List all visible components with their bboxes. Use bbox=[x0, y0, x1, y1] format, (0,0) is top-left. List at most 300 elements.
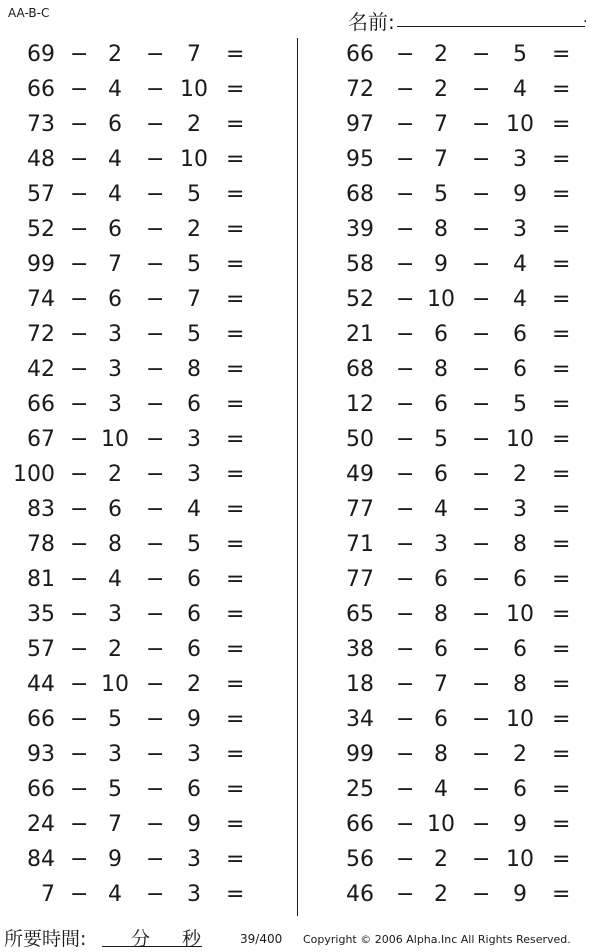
minuend: 67 bbox=[27, 427, 55, 452]
minus-sign: − bbox=[146, 217, 165, 242]
equals-sign: = bbox=[226, 602, 245, 627]
subtrahend-1: 4 bbox=[108, 882, 122, 907]
minuend: 99 bbox=[27, 252, 55, 277]
minus-sign: − bbox=[70, 147, 89, 172]
minus-sign: − bbox=[396, 497, 415, 522]
subtrahend-2: 6 bbox=[513, 322, 527, 347]
subtrahend-1: 8 bbox=[434, 602, 448, 627]
problem-row bbox=[330, 878, 600, 913]
minus-sign: − bbox=[396, 882, 415, 907]
problem-row bbox=[0, 388, 290, 423]
minuend: 77 bbox=[346, 567, 374, 592]
minuend: 72 bbox=[346, 77, 374, 102]
subtrahend-2: 7 bbox=[187, 42, 201, 67]
problem-row bbox=[330, 143, 600, 178]
minus-sign: − bbox=[396, 532, 415, 557]
subtrahend-2: 9 bbox=[513, 812, 527, 837]
equals-sign: = bbox=[226, 672, 245, 697]
name-label: 名前: bbox=[348, 10, 395, 34]
subtrahend-1: 6 bbox=[108, 287, 122, 312]
problem-row bbox=[0, 178, 290, 213]
problem-row bbox=[0, 878, 290, 913]
subtrahend-1: 8 bbox=[434, 357, 448, 382]
minus-sign: − bbox=[146, 707, 165, 732]
equals-sign: = bbox=[552, 567, 571, 592]
minuend: 24 bbox=[27, 812, 55, 837]
minus-sign: − bbox=[146, 497, 165, 522]
equals-sign: = bbox=[552, 812, 571, 837]
minuend: 42 bbox=[27, 357, 55, 382]
subtrahend-2: 10 bbox=[506, 707, 534, 732]
subtrahend-2: 3 bbox=[513, 217, 527, 242]
subtrahend-2: 6 bbox=[513, 637, 527, 662]
minus-sign: − bbox=[396, 287, 415, 312]
subtrahend-2: 4 bbox=[513, 252, 527, 277]
minuend: 97 bbox=[346, 112, 374, 137]
equals-sign: = bbox=[226, 882, 245, 907]
subtrahend-2: 3 bbox=[187, 427, 201, 452]
subtrahend-1: 3 bbox=[108, 742, 122, 767]
subtrahend-1: 6 bbox=[434, 322, 448, 347]
problem-row bbox=[0, 598, 290, 633]
minuend: 49 bbox=[346, 462, 374, 487]
minus-sign: − bbox=[70, 672, 89, 697]
subtrahend-2: 6 bbox=[187, 602, 201, 627]
minuend: 73 bbox=[27, 112, 55, 137]
subtrahend-2: 4 bbox=[513, 77, 527, 102]
minus-sign: − bbox=[70, 847, 89, 872]
problem-row bbox=[0, 143, 290, 178]
minus-sign: − bbox=[396, 742, 415, 767]
minus-sign: − bbox=[70, 322, 89, 347]
subtrahend-1: 6 bbox=[434, 637, 448, 662]
minuend: 21 bbox=[346, 322, 374, 347]
equals-sign: = bbox=[226, 532, 245, 557]
equals-sign: = bbox=[226, 637, 245, 662]
equals-sign: = bbox=[552, 497, 571, 522]
minuend: 66 bbox=[346, 812, 374, 837]
equals-sign: = bbox=[226, 567, 245, 592]
minuend: 44 bbox=[27, 672, 55, 697]
minus-sign: − bbox=[146, 392, 165, 417]
minus-sign: − bbox=[396, 637, 415, 662]
minus-sign: − bbox=[396, 252, 415, 277]
minuend: 99 bbox=[346, 742, 374, 767]
equals-sign: = bbox=[226, 742, 245, 767]
equals-sign: = bbox=[552, 777, 571, 802]
subtrahend-2: 5 bbox=[187, 252, 201, 277]
subtrahend-2: 6 bbox=[187, 567, 201, 592]
problem-row bbox=[330, 248, 600, 283]
subtrahend-2: 5 bbox=[513, 392, 527, 417]
minuend: 72 bbox=[27, 322, 55, 347]
problem-row bbox=[330, 353, 600, 388]
subtrahend-2: 9 bbox=[187, 707, 201, 732]
subtrahend-1: 7 bbox=[434, 147, 448, 172]
subtrahend-2: 4 bbox=[187, 497, 201, 522]
subtrahend-1: 6 bbox=[434, 462, 448, 487]
minus-sign: − bbox=[70, 427, 89, 452]
minus-sign: − bbox=[146, 602, 165, 627]
subtrahend-1: 7 bbox=[434, 672, 448, 697]
subtrahend-1: 4 bbox=[434, 777, 448, 802]
equals-sign: = bbox=[226, 287, 245, 312]
minus-sign: − bbox=[472, 567, 491, 592]
problem-row bbox=[0, 493, 290, 528]
minus-sign: − bbox=[472, 252, 491, 277]
equals-sign: = bbox=[226, 392, 245, 417]
problem-row bbox=[0, 808, 290, 843]
subtrahend-1: 4 bbox=[108, 567, 122, 592]
minuend: 66 bbox=[27, 392, 55, 417]
minus-sign: − bbox=[396, 77, 415, 102]
minuend: 66 bbox=[346, 42, 374, 67]
minus-sign: − bbox=[146, 812, 165, 837]
minus-sign: − bbox=[472, 532, 491, 557]
equals-sign: = bbox=[226, 217, 245, 242]
subtrahend-1: 6 bbox=[108, 497, 122, 522]
problem-row bbox=[330, 388, 600, 423]
problem-row bbox=[330, 458, 600, 493]
minus-sign: − bbox=[70, 602, 89, 627]
subtrahend-2: 10 bbox=[506, 112, 534, 137]
minus-sign: − bbox=[396, 357, 415, 382]
equals-sign: = bbox=[552, 217, 571, 242]
equals-sign: = bbox=[226, 847, 245, 872]
problem-row bbox=[0, 633, 290, 668]
problem-row bbox=[330, 738, 600, 773]
minuend: 38 bbox=[346, 637, 374, 662]
problem-row bbox=[0, 773, 290, 808]
problem-row bbox=[0, 738, 290, 773]
subtrahend-1: 6 bbox=[434, 707, 448, 732]
subtrahend-2: 8 bbox=[513, 532, 527, 557]
minus-sign: − bbox=[70, 497, 89, 522]
minuend: 74 bbox=[27, 287, 55, 312]
minus-sign: − bbox=[70, 812, 89, 837]
minus-sign: − bbox=[396, 392, 415, 417]
equals-sign: = bbox=[226, 77, 245, 102]
problem-row bbox=[330, 598, 600, 633]
minus-sign: − bbox=[70, 112, 89, 137]
equals-sign: = bbox=[226, 357, 245, 382]
equals-sign: = bbox=[226, 497, 245, 522]
subtrahend-1: 8 bbox=[108, 532, 122, 557]
subtrahend-2: 4 bbox=[513, 287, 527, 312]
minus-sign: − bbox=[472, 637, 491, 662]
problem-row bbox=[330, 528, 600, 563]
minus-sign: − bbox=[472, 427, 491, 452]
subtrahend-2: 3 bbox=[187, 462, 201, 487]
minus-sign: − bbox=[472, 707, 491, 732]
subtrahend-1: 5 bbox=[108, 707, 122, 732]
minus-sign: − bbox=[146, 637, 165, 662]
equals-sign: = bbox=[552, 427, 571, 452]
footer bbox=[0, 922, 600, 952]
subtrahend-1: 5 bbox=[108, 777, 122, 802]
subtrahend-1: 10 bbox=[427, 287, 455, 312]
problem-row bbox=[0, 283, 290, 318]
minus-sign: − bbox=[472, 812, 491, 837]
page-number: 39/400 bbox=[240, 932, 283, 946]
problem-row bbox=[0, 38, 290, 73]
minus-sign: − bbox=[396, 847, 415, 872]
subtrahend-1: 9 bbox=[108, 847, 122, 872]
minus-sign: − bbox=[396, 672, 415, 697]
minus-sign: − bbox=[146, 147, 165, 172]
problem-row bbox=[330, 703, 600, 738]
minuend: 52 bbox=[346, 287, 374, 312]
subtrahend-1: 5 bbox=[434, 182, 448, 207]
equals-sign: = bbox=[226, 42, 245, 67]
equals-sign: = bbox=[226, 182, 245, 207]
subtrahend-2: 3 bbox=[187, 882, 201, 907]
subtrahend-1: 2 bbox=[108, 42, 122, 67]
subtrahend-1: 2 bbox=[108, 637, 122, 662]
subtrahend-1: 4 bbox=[108, 147, 122, 172]
equals-sign: = bbox=[552, 182, 571, 207]
equals-sign: = bbox=[552, 357, 571, 382]
minus-sign: − bbox=[146, 532, 165, 557]
minus-sign: − bbox=[396, 812, 415, 837]
equals-sign: = bbox=[226, 707, 245, 732]
minus-sign: − bbox=[472, 112, 491, 137]
equals-sign: = bbox=[552, 532, 571, 557]
subtrahend-2: 6 bbox=[513, 777, 527, 802]
minus-sign: − bbox=[146, 357, 165, 382]
subtrahend-1: 3 bbox=[108, 392, 122, 417]
minuend: 46 bbox=[346, 882, 374, 907]
subtrahend-2: 6 bbox=[513, 357, 527, 382]
equals-sign: = bbox=[552, 147, 571, 172]
second-label: 秒 bbox=[182, 928, 202, 950]
subtrahend-2: 6 bbox=[513, 567, 527, 592]
subtrahend-1: 6 bbox=[434, 567, 448, 592]
equals-sign: = bbox=[226, 112, 245, 137]
problem-row bbox=[330, 73, 600, 108]
problem-row bbox=[330, 563, 600, 598]
minuend: 66 bbox=[27, 707, 55, 732]
problem-row bbox=[330, 38, 600, 73]
problem-row bbox=[330, 178, 600, 213]
equals-sign: = bbox=[552, 672, 571, 697]
minus-sign: − bbox=[396, 777, 415, 802]
minus-sign: − bbox=[396, 147, 415, 172]
minus-sign: − bbox=[472, 742, 491, 767]
minus-sign: − bbox=[70, 532, 89, 557]
subtrahend-1: 2 bbox=[434, 77, 448, 102]
subtrahend-1: 5 bbox=[434, 427, 448, 452]
problem-row bbox=[330, 773, 600, 808]
subtrahend-1: 7 bbox=[434, 112, 448, 137]
problem-row bbox=[330, 423, 600, 458]
subtrahend-1: 4 bbox=[108, 77, 122, 102]
subtrahend-2: 10 bbox=[506, 602, 534, 627]
minus-sign: − bbox=[70, 77, 89, 102]
subtrahend-1: 3 bbox=[108, 322, 122, 347]
minus-sign: − bbox=[146, 462, 165, 487]
minus-sign: − bbox=[472, 147, 491, 172]
subtrahend-2: 2 bbox=[187, 112, 201, 137]
problem-row bbox=[0, 318, 290, 353]
problem-row bbox=[330, 318, 600, 353]
minuend: 56 bbox=[346, 847, 374, 872]
minuend: 93 bbox=[27, 742, 55, 767]
minuend: 65 bbox=[346, 602, 374, 627]
equals-sign: = bbox=[226, 252, 245, 277]
minuend: 12 bbox=[346, 392, 374, 417]
equals-sign: = bbox=[552, 462, 571, 487]
minuend: 66 bbox=[27, 777, 55, 802]
subtrahend-1: 8 bbox=[434, 217, 448, 242]
subtrahend-1: 3 bbox=[434, 532, 448, 557]
minus-sign: − bbox=[396, 602, 415, 627]
problem-row bbox=[0, 73, 290, 108]
subtrahend-2: 7 bbox=[187, 287, 201, 312]
subtrahend-2: 5 bbox=[187, 182, 201, 207]
minus-sign: − bbox=[70, 462, 89, 487]
minuend: 68 bbox=[346, 357, 374, 382]
subtrahend-2: 10 bbox=[180, 77, 208, 102]
copyright: Copyright © 2006 Alpha.Inc All Rights Reserved. bbox=[303, 933, 571, 946]
subtrahend-1: 6 bbox=[434, 392, 448, 417]
minus-sign: − bbox=[70, 742, 89, 767]
subtrahend-1: 7 bbox=[108, 252, 122, 277]
equals-sign: = bbox=[226, 812, 245, 837]
subtrahend-1: 8 bbox=[434, 742, 448, 767]
minus-sign: − bbox=[472, 672, 491, 697]
problem-row bbox=[330, 213, 600, 248]
minus-sign: − bbox=[396, 322, 415, 347]
minus-sign: − bbox=[472, 882, 491, 907]
equals-sign: = bbox=[226, 462, 245, 487]
minus-sign: − bbox=[146, 882, 165, 907]
minus-sign: − bbox=[472, 42, 491, 67]
minus-sign: − bbox=[70, 182, 89, 207]
subtrahend-2: 9 bbox=[513, 882, 527, 907]
equals-sign: = bbox=[552, 112, 571, 137]
subtrahend-2: 6 bbox=[187, 637, 201, 662]
equals-sign: = bbox=[552, 707, 571, 732]
problem-row bbox=[0, 458, 290, 493]
minus-sign: − bbox=[70, 707, 89, 732]
minuend: 81 bbox=[27, 567, 55, 592]
minute-label: 分 bbox=[131, 928, 151, 950]
minus-sign: − bbox=[146, 847, 165, 872]
subtrahend-2: 3 bbox=[513, 147, 527, 172]
subtrahend-2: 10 bbox=[506, 427, 534, 452]
subtrahend-2: 2 bbox=[187, 672, 201, 697]
minus-sign: − bbox=[472, 847, 491, 872]
minus-sign: − bbox=[472, 497, 491, 522]
minus-sign: − bbox=[472, 182, 491, 207]
problem-row bbox=[0, 528, 290, 563]
minus-sign: − bbox=[146, 77, 165, 102]
problem-row bbox=[0, 668, 290, 703]
subtrahend-2: 2 bbox=[187, 217, 201, 242]
minus-sign: − bbox=[146, 287, 165, 312]
minus-sign: − bbox=[70, 287, 89, 312]
subtrahend-2: 10 bbox=[180, 147, 208, 172]
subtrahend-1: 2 bbox=[434, 882, 448, 907]
name-end-mark: . bbox=[583, 10, 588, 26]
minus-sign: − bbox=[70, 217, 89, 242]
minuend: 66 bbox=[27, 77, 55, 102]
minuend: 100 bbox=[13, 462, 55, 487]
minuend: 35 bbox=[27, 602, 55, 627]
minuend: 68 bbox=[346, 182, 374, 207]
minuend: 25 bbox=[346, 777, 374, 802]
minus-sign: − bbox=[396, 42, 415, 67]
minus-sign: − bbox=[396, 182, 415, 207]
problem-row bbox=[330, 668, 600, 703]
minuend: 71 bbox=[346, 532, 374, 557]
worksheet-code: AA-B-C bbox=[8, 6, 50, 20]
equals-sign: = bbox=[552, 392, 571, 417]
problem-row bbox=[330, 843, 600, 878]
subtrahend-1: 7 bbox=[108, 812, 122, 837]
minuend: 34 bbox=[346, 707, 374, 732]
subtrahend-1: 6 bbox=[108, 217, 122, 242]
equals-sign: = bbox=[226, 322, 245, 347]
subtrahend-1: 2 bbox=[108, 462, 122, 487]
subtrahend-2: 3 bbox=[513, 497, 527, 522]
minus-sign: − bbox=[70, 252, 89, 277]
subtrahend-1: 2 bbox=[434, 847, 448, 872]
equals-sign: = bbox=[552, 882, 571, 907]
equals-sign: = bbox=[552, 287, 571, 312]
problem-row bbox=[330, 108, 600, 143]
minus-sign: − bbox=[396, 217, 415, 242]
minus-sign: − bbox=[472, 462, 491, 487]
problem-column-left bbox=[0, 38, 290, 913]
equals-sign: = bbox=[552, 322, 571, 347]
equals-sign: = bbox=[552, 602, 571, 627]
subtrahend-2: 10 bbox=[506, 847, 534, 872]
subtrahend-2: 9 bbox=[187, 812, 201, 837]
minus-sign: − bbox=[146, 742, 165, 767]
minus-sign: − bbox=[146, 112, 165, 137]
minus-sign: − bbox=[396, 567, 415, 592]
minus-sign: − bbox=[70, 882, 89, 907]
equals-sign: = bbox=[226, 427, 245, 452]
minus-sign: − bbox=[396, 707, 415, 732]
problem-row bbox=[0, 843, 290, 878]
minuend: 95 bbox=[346, 147, 374, 172]
subtrahend-2: 6 bbox=[187, 392, 201, 417]
subtrahend-1: 10 bbox=[427, 812, 455, 837]
minus-sign: − bbox=[146, 672, 165, 697]
subtrahend-2: 9 bbox=[513, 182, 527, 207]
minus-sign: − bbox=[472, 777, 491, 802]
minus-sign: − bbox=[70, 567, 89, 592]
equals-sign: = bbox=[552, 252, 571, 277]
subtrahend-2: 3 bbox=[187, 847, 201, 872]
minuend: 77 bbox=[346, 497, 374, 522]
minuend: 39 bbox=[346, 217, 374, 242]
name-field[interactable] bbox=[397, 26, 585, 27]
minuend: 83 bbox=[27, 497, 55, 522]
problem-row bbox=[0, 248, 290, 283]
subtrahend-2: 2 bbox=[513, 462, 527, 487]
problem-row bbox=[330, 283, 600, 318]
equals-sign: = bbox=[552, 42, 571, 67]
problem-column-right bbox=[330, 38, 600, 913]
minus-sign: − bbox=[472, 217, 491, 242]
minuend: 57 bbox=[27, 182, 55, 207]
minus-sign: − bbox=[146, 42, 165, 67]
minus-sign: − bbox=[472, 287, 491, 312]
